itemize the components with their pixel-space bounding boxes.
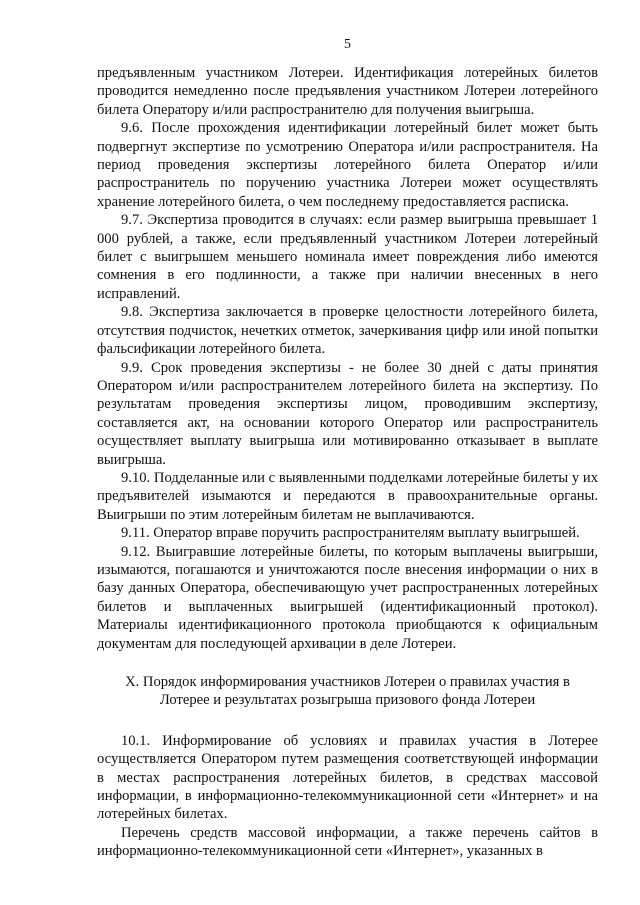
paragraph-media-list: Перечень средств массовой информации, а также перечень сайтов в информационно-телекоммуникационной сети «Интернет», указанных в	[97, 824, 598, 860]
paragraph-9-9: 9.9. Срок проведения экспертизы - не более 30 дней с даты принятия Оператором и/или распространителем лотерейного билета на экспертизу. По результатам проведения экспертизы лицом, проводившим экспертизу, составляется акт, на основании которого Оператор или распространитель осуществляет выплату выигрыша или мотивированно отказывает в выплате выигрыша.	[97, 359, 598, 468]
paragraph-9-10: 9.10. Подделанные или с выявленными подделками лотерейные билеты у их предъявителей изымаются и передаются в правоохранительные органы. Выигрыши по этим лотерейным билетам не выплачиваются.	[97, 469, 598, 523]
paragraph-continuation: предъявленным участником Лотереи. Идентификация лотерейных билетов проводится немедленно после предъявления участником Лотереи лотерейного билета Оператору и/или распространителю для получения выигрыша.	[97, 65, 598, 118]
paragraph-9-11: 9.11. Оператор вправе поручить распространителям выплату выигрышей.	[121, 525, 580, 542]
body-text-top	[97, 64, 598, 653]
paragraph-9-7: 9.7. Экспертиза проводится в случаях: если размер выигрыша превышает 1 000 рублей, а также, если предъявленный участником Лотереи лотерейный билет с выигрышем меньшего номинала имеет повреждения либо имеются сомнения в его подлинности, а также при наличии внесенных в него исправлений.	[97, 212, 598, 302]
section-heading-line-2: Лотерее и результатах розыгрыша призового фонда Лотереи	[159, 692, 536, 709]
body-text-bottom	[97, 732, 598, 861]
paragraph-9-6: 9.6. После прохождения идентификации лотерейный билет может быть подвергнут экспертизе по усмотрению Оператора и/или распространителя. На период проведения экспертизы лотерейного билета Оператор и/или распространитель по поручению участника Лотереи может осуществлять хранение лотерейного билета, о чем последнему предоставляется расписка.	[97, 120, 598, 210]
page-number: 5	[344, 37, 351, 52]
section-heading-line-1: X. Порядок информирования участников Лотереи о правилах участия в	[125, 674, 570, 690]
paragraph-10-1: 10.1. Информирование об условиях и правилах участия в Лотерее осуществляется Оператором путем размещения соответствующей информации в местах распространения лотерейных билетов, в средствах массовой информации, в информационно-телекоммуникационной сети «Интернет» и на лотерейных билетах.	[97, 732, 598, 823]
paragraph-9-12: 9.12. Выигравшие лотерейные билеты, по которым выплачены выигрыши, изымаются, погашаются и уничтожаются после внесения информации о них в базу данных Оператора, обеспечивающую учет распространенных лотерейных билетов и выплаченных выигрышей (идентификационный протокол). Материалы идентификационного протокола приобщаются к официальным документам для последующей архивации в деле Лотереи.	[97, 543, 598, 652]
paragraph-9-8: 9.8. Экспертиза заключается в проверке целостности лотерейного билета, отсутствия подчисток, нечетких отметок, зачеркивания цифр или иной попытки фальсификации лотерейного билета.	[97, 304, 598, 358]
section-heading	[97, 673, 598, 710]
